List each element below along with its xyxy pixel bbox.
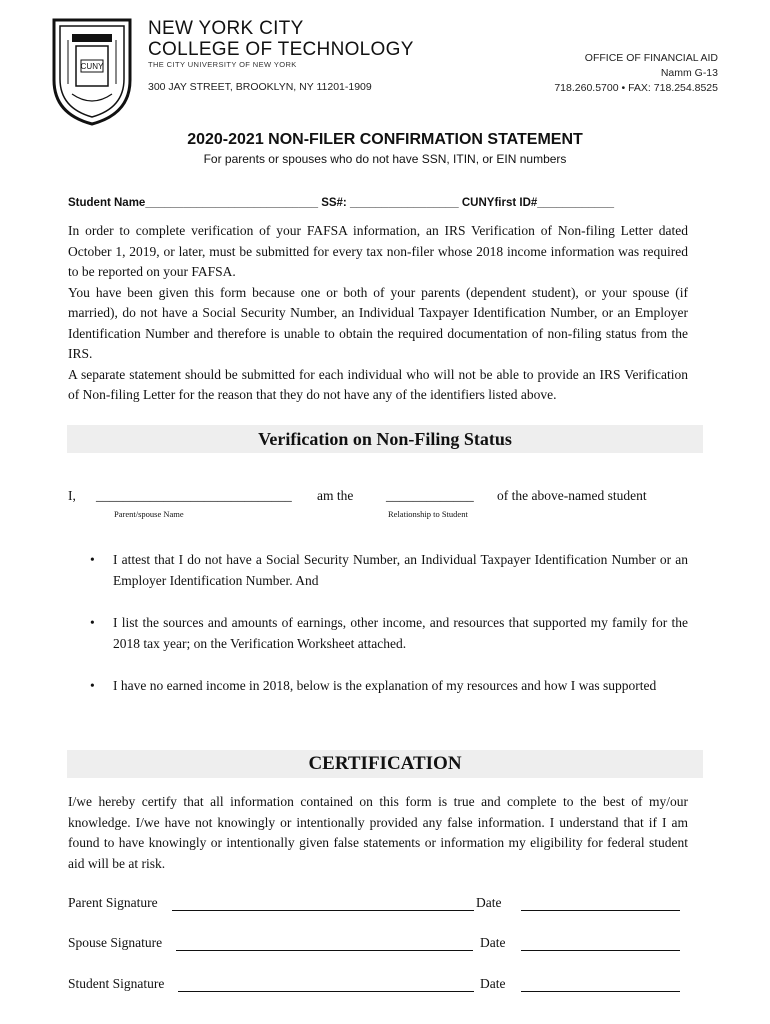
college-name bbox=[148, 18, 414, 60]
student-signature-line[interactable] bbox=[178, 991, 474, 992]
office-room: Namm G-13 bbox=[660, 67, 718, 79]
student-id-fields[interactable]: Student Name___________________________ SS#: _________________ CUNYfirst ID#____________ bbox=[68, 197, 615, 209]
parent-name-caption: Parent/spouse Name bbox=[114, 509, 184, 519]
college-name-line2: COLLEGE OF TECHNOLOGY bbox=[148, 39, 414, 60]
bullet-icon: • bbox=[90, 615, 95, 630]
relationship-caption: Relationship to Student bbox=[388, 509, 468, 519]
svg-text:CUNY: CUNY bbox=[80, 62, 104, 71]
bullet-text: I list the sources and amounts of earnings, other income, and resources that supported my family for the 2018 tax year; on the Verification Worksheet attached. bbox=[113, 615, 688, 651]
spouse-signature-line[interactable] bbox=[176, 950, 473, 951]
bullet-text: I have no earned income in 2018, below is the explanation of my resources and how I was supported bbox=[113, 678, 657, 693]
bullet-icon: • bbox=[90, 678, 95, 693]
attest-prefix: I, bbox=[68, 488, 76, 503]
office-phone: 718.260.5700 • FAX: 718.254.8525 bbox=[554, 82, 718, 94]
certification-text bbox=[68, 792, 688, 874]
student-signature-row bbox=[68, 976, 688, 996]
form-subtitle: For parents or spouses who do not have SSN, ITIN, or EIN numbers bbox=[203, 152, 567, 166]
spouse-date-label: Date bbox=[480, 935, 506, 950]
intro-text bbox=[68, 221, 688, 406]
intro-paragraph: In order to complete verification of your FAFSA information, an IRS Verification of Non-filing Letter dated October 1, 2019, or later, must be submitted for every tax non-filer whose 2018 income information was required to be reported on your FAFSA. bbox=[68, 223, 688, 279]
form-title: 2020-2021 NON-FILER CONFIRMATION STATEMENT bbox=[187, 131, 583, 148]
attest-suffix: of the above-named student bbox=[497, 488, 647, 503]
section-heading-certification: CERTIFICATION bbox=[67, 750, 703, 778]
relationship-blank[interactable]: _____________ bbox=[386, 488, 474, 503]
option-no-ssn-itin-ein[interactable] bbox=[90, 550, 688, 591]
intro-paragraph: A separate statement should be submitted for each individual who will not be able to provide an IRS Verification of Non-filing Letter for the reason that they do not have any of the identifiers listed above. bbox=[68, 366, 688, 402]
parent-name-blank[interactable]: _____________________________ bbox=[96, 488, 292, 503]
attest-am-the: am the bbox=[317, 488, 354, 503]
parent-signature-line[interactable] bbox=[172, 910, 474, 911]
bullet-text: I attest that I do not have a Social Security Number, an Individual Taxpayer Identification Number or an Employer Identification Number. And bbox=[113, 552, 688, 588]
student-date-line[interactable] bbox=[521, 991, 680, 992]
option-no-earned-income[interactable] bbox=[90, 676, 688, 697]
college-name-line1: NEW YORK CITY bbox=[148, 18, 304, 39]
spouse-signature-label: Spouse Signature bbox=[68, 935, 163, 950]
parent-signature-row bbox=[68, 895, 688, 915]
college-address: 300 JAY STREET, BROOKLYN, NY 11201-1909 bbox=[148, 81, 372, 93]
student-date-label: Date bbox=[480, 976, 506, 991]
certification-paragraph: I/we hereby certify that all information contained on this form is true and complete to the best of my/our knowledge. I/we have not knowingly or intentionally provided any false information. I understand that if I am found to have knowingly or intentionally given false statements or information my eligibility for federal student aid will be at risk. bbox=[68, 794, 688, 871]
parent-date-label: Date bbox=[476, 895, 502, 910]
option-list-sources[interactable] bbox=[90, 613, 688, 654]
student-signature-label: Student Signature bbox=[68, 976, 165, 991]
section-heading-verification: Verification on Non-Filing Status bbox=[67, 425, 703, 453]
spouse-signature-row bbox=[68, 935, 688, 955]
college-seal-logo bbox=[50, 16, 134, 128]
parent-date-line[interactable] bbox=[521, 910, 680, 911]
intro-paragraph: You have been given this form because one or both of your parents (dependent student), or your spouse (if married), do not have a Social Security Number, an Individual Taxpayer Identification Number, or an Employer Identification Number and therefore is unable to obtain the required documentation of non-filing status from the IRS. bbox=[68, 284, 688, 361]
bullet-icon: • bbox=[90, 552, 95, 567]
office-name: OFFICE OF FINANCIAL AID bbox=[584, 52, 718, 64]
attestation-line bbox=[68, 488, 688, 508]
college-subtitle: THE CITY UNIVERSITY OF NEW YORK bbox=[148, 60, 297, 69]
parent-signature-label: Parent Signature bbox=[68, 895, 158, 910]
office-contact-block bbox=[554, 51, 718, 96]
spouse-date-line[interactable] bbox=[521, 950, 680, 951]
